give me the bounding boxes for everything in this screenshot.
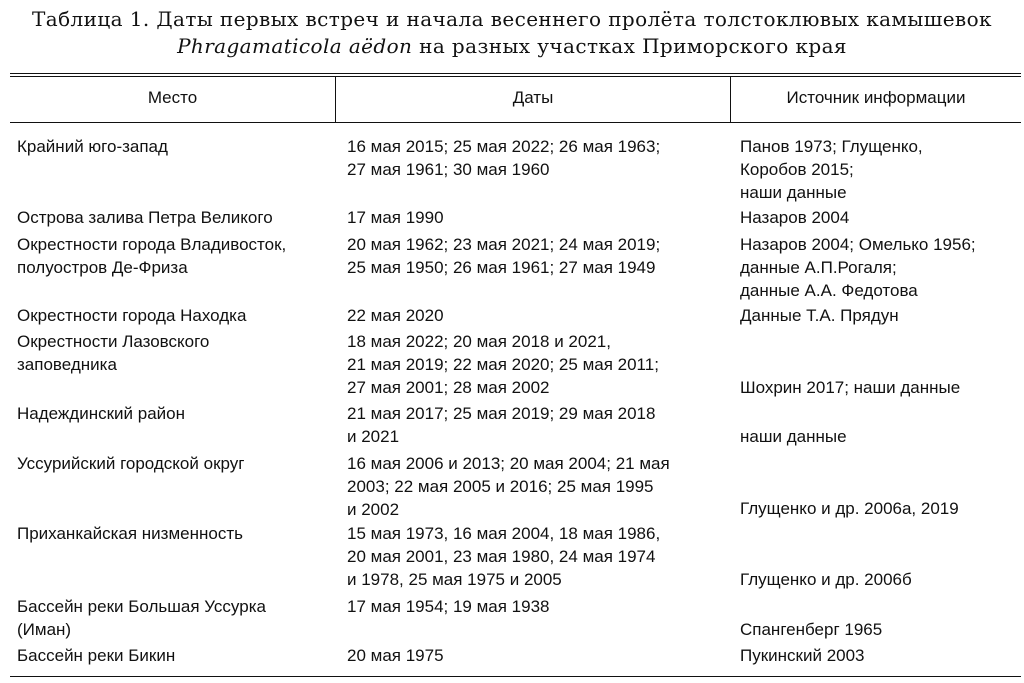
cell-dates: 22 мая 2020 bbox=[347, 306, 444, 325]
cell-place: Приханкайская низменность bbox=[17, 524, 243, 543]
species-name: Phragamaticola aëdon bbox=[177, 34, 413, 58]
cell-place: Окрестности города Находка bbox=[17, 306, 247, 325]
cell-dates: 16 мая 2006 и 2013; 20 мая 2004; 21 мая 2003; 22 мая 2005 и 2016; 25 мая 1995 и 2002 bbox=[347, 454, 670, 519]
cell-source: наши данные bbox=[740, 427, 847, 446]
cell-source: Глущенко и др. 2006а, 2019 bbox=[740, 499, 959, 518]
cell-place: Бассейн реки Бикин bbox=[17, 646, 176, 665]
cell-place: Надеждинский район bbox=[17, 404, 185, 423]
header-place: Место bbox=[147, 88, 198, 107]
header-dates: Даты bbox=[512, 88, 554, 107]
cell-dates: 20 мая 1962; 23 мая 2021; 24 мая 2019; 25 мая 1950; 26 мая 1961; 27 мая 1949 bbox=[347, 235, 661, 277]
cell-source: Пукинский 2003 bbox=[740, 646, 865, 665]
top-rule-lower bbox=[10, 76, 1021, 77]
cell-source: Назаров 2004; Омелько 1956; данные А.П.Рогаля; данные А.А. Федотова bbox=[740, 235, 976, 300]
cell-place: Острова залива Петра Великого bbox=[17, 208, 273, 227]
header-rule bbox=[10, 122, 1021, 123]
cell-dates: 17 мая 1990 bbox=[347, 208, 444, 227]
caption-line-1: Таблица 1. Даты первых встреч и начала весеннего пролёта толстоклювых камышевок bbox=[32, 7, 992, 31]
cell-place: Бассейн реки Большая Уссурка (Иман) bbox=[17, 597, 266, 639]
cell-place: Окрестности Лазовского заповедника bbox=[17, 332, 210, 374]
caption-line-2 bbox=[0, 33, 1024, 60]
bottom-rule bbox=[10, 676, 1021, 677]
cell-dates: 20 мая 1975 bbox=[347, 646, 444, 665]
top-rule-upper bbox=[10, 73, 1021, 74]
cell-dates: 21 мая 2017; 25 мая 2019; 29 мая 2018 и 2021 bbox=[347, 404, 656, 446]
cell-source: Панов 1973; Глущенко, Коробов 2015; наши данные bbox=[740, 137, 923, 202]
cell-dates: 16 мая 2015; 25 мая 2022; 26 мая 1963; 27 мая 1961; 30 мая 1960 bbox=[347, 137, 661, 179]
cell-dates: 17 мая 1954; 19 мая 1938 bbox=[347, 597, 550, 616]
cell-place: Окрестности города Владивосток, полуостров Де-Фриза bbox=[17, 235, 287, 277]
header-source: Источник информации bbox=[786, 88, 966, 107]
cell-source: Назаров 2004 bbox=[740, 208, 850, 227]
cell-place: Крайний юго-запад bbox=[17, 137, 168, 156]
table-caption bbox=[0, 6, 1024, 60]
cell-dates: 15 мая 1973, 16 мая 2004, 18 мая 1986, 20 мая 2001, 23 мая 1980, 24 мая 1974 и 1978, 25 мая 1975 и 2005 bbox=[347, 524, 661, 589]
cell-place: Уссурийский городской округ bbox=[17, 454, 245, 473]
cell-source: Данные Т.А. Прядун bbox=[740, 306, 899, 325]
caption-line-2-rest: на разных участках Приморского края bbox=[412, 34, 847, 58]
cell-source: Спангенберг 1965 bbox=[740, 620, 883, 639]
cell-source: Шохрин 2017; наши данные bbox=[740, 378, 961, 397]
cell-dates: 18 мая 2022; 20 мая 2018 и 2021, 21 мая 2019; 22 мая 2020; 25 мая 2011; 27 мая 2001; 28 мая 2002 bbox=[347, 332, 659, 397]
cell-source: Глущенко и др. 2006б bbox=[740, 570, 912, 589]
